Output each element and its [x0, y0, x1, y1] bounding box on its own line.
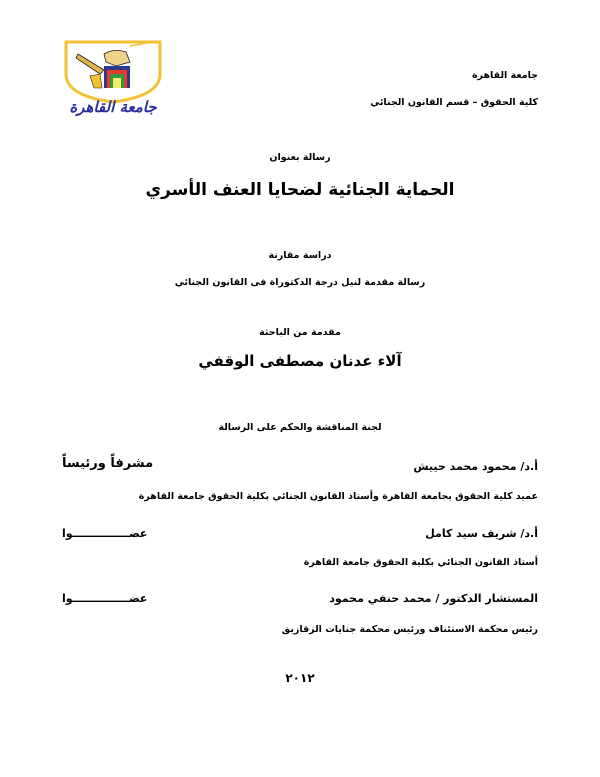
presented-by-label: مقدمة من الباحثة — [259, 327, 341, 338]
thesis-intro: رسالة بعنوان — [269, 152, 331, 163]
committee-member-description: عميد كلية الحقوق بجامعة القاهرة وأستاذ القانون الجنائي بكلية الحقوق جامعة القاهرة — [138, 491, 538, 502]
degree-purpose: رسالة مقدمة لنيل درجة الدكتوراة فى القانون الجنائي — [174, 277, 426, 288]
committee-member-role: عضـــــــــــــــوا — [62, 527, 148, 540]
committee-member-name: أ.د/ محمود محمد حييش — [413, 460, 538, 473]
committee-heading: لجنة المناقشة والحكم على الرسالة — [218, 422, 382, 433]
thesis-title: الحماية الجنائية لضحايا العنف الأسري — [145, 180, 455, 200]
committee-member-role: مشرفاً ورئيساً — [62, 456, 154, 471]
year: ٢٠١٢ — [285, 671, 315, 685]
university-name: جامعة القاهرة — [471, 70, 538, 81]
committee-member-description: أستاذ القانون الجنائي بكلية الحقوق جامعة القاهرة — [303, 557, 538, 568]
committee-member-role: عضـــــــــــــــوا — [62, 592, 148, 605]
cairo-university-logo — [60, 40, 166, 122]
faculty-department: كلية الحقوق – قسم القانون الجنائي — [370, 97, 538, 108]
study-type: دراسة مقارنة — [268, 250, 332, 261]
committee-member-name: أ.د/ شريف سيد كامل — [425, 527, 538, 540]
logo-text: جامعة القاهرة — [69, 98, 157, 116]
researcher-name: آلاء عدنان مصطفى الوقفي — [198, 352, 402, 370]
committee-member-name: المستشار الدكتور / محمد حنفي محمود — [329, 592, 538, 605]
committee-member-description: رئيس محكمة الاستئناف ورئيس محكمة جنايات الزقازيق — [281, 624, 538, 635]
